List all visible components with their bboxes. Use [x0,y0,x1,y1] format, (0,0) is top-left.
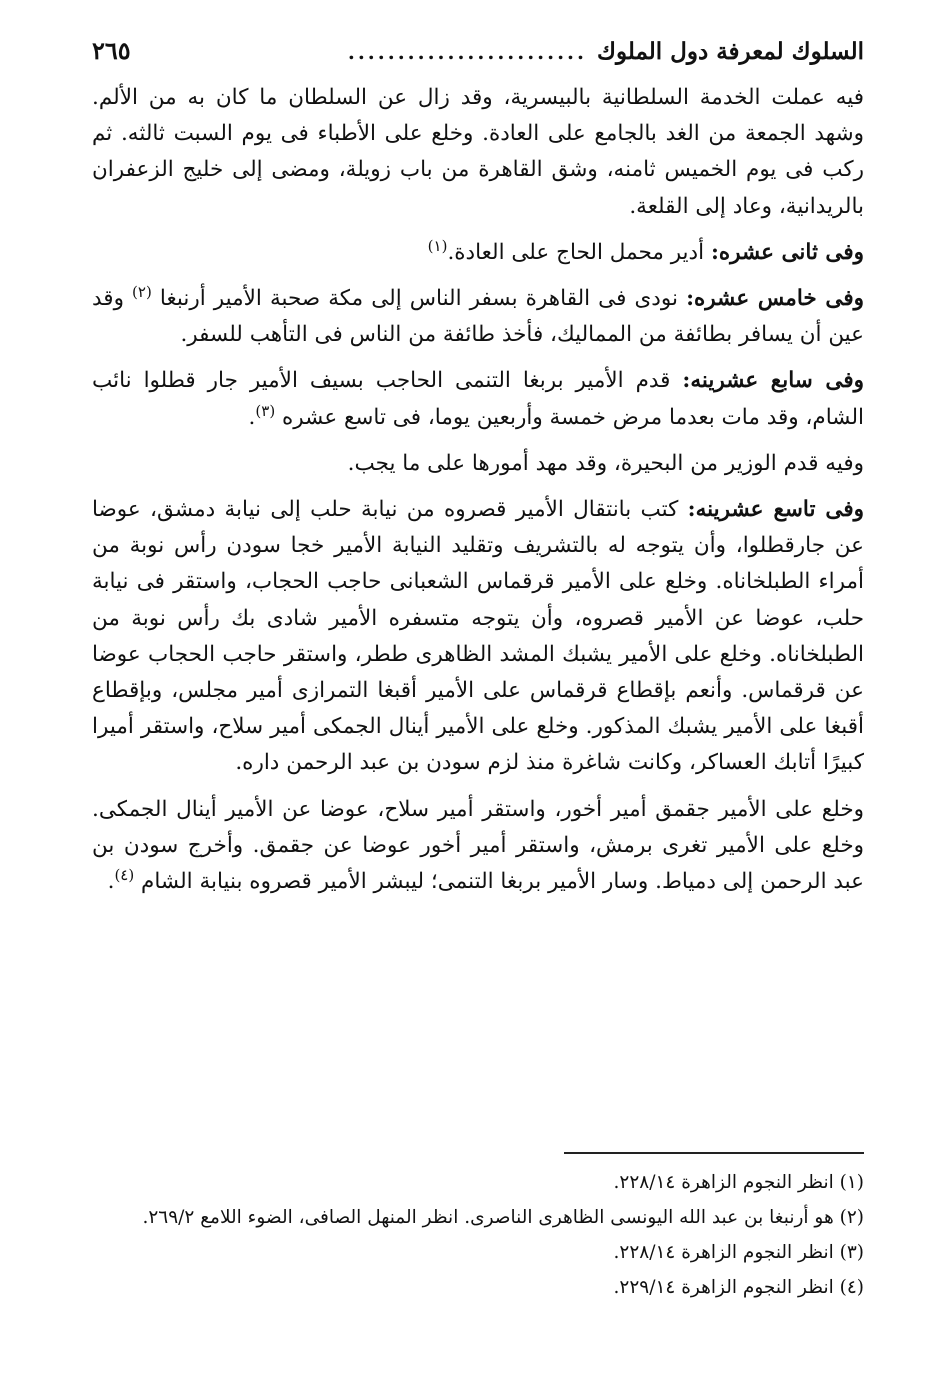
paragraph-text: أدير محمل الحاج على العادة. [447,239,711,265]
page-number: ٢٦٥ [92,36,131,65]
date-lead: وفى سابع عشرينه: [682,368,864,394]
date-lead: وفى تاسع عشرينه: [687,497,864,523]
paragraph-text: وفيه قدم الوزير من البحيرة، وقد مهد أمورها على ما يجب. [347,450,864,476]
paragraph [92,80,864,225]
paragraph [92,235,864,271]
paragraph [92,792,864,901]
footnote: (٢) هو أرنبغا بن عبد الله اليونسى الظاهرى الناصرى. انظر المنهل الصافى، الضوء اللامع ٢٦٩/٢. [142,1207,864,1228]
footnotes [92,1166,864,1306]
paragraph-text: فيه عملت الخدمة السلطانية بالبيسرية، وقد زال عن السلطان ما كان به من الألم. وشهد الجمعة من الغد بالجامع على العادة. وخلع على الأطباء فى يوم السبت ثالثه. ثم ركب فى يوم الخميس ثامنه، وشق القاهرة من باب زويلة، ومضى إلى خليج الزعفران بالريدانية، وعاد إلى القلعة. [92,85,864,219]
footnote-ref[interactable]: (١) [427,236,448,255]
footnote: (٣) انظر النجوم الزاهرة ٢٢٨/١٤. [613,1242,864,1263]
footnote-divider [564,1152,864,1154]
paragraph-tail: . [248,404,256,430]
paragraph [92,492,864,782]
footnote-ref[interactable]: (٣) [255,401,276,420]
paragraph-tail: . [107,869,115,895]
paragraph-text: نودى فى القاهرة بسفر الناس إلى مكة صحبة الأمير أرنبغا [151,286,687,312]
date-lead: وفى ثانى عشره: [710,239,864,265]
main-text [92,80,864,900]
paragraph-tail: وقد عين أن يسافر بطائفة من المماليك، فأخذ طائفة من الناس فى التأهب للسفر. [92,286,864,348]
book-title: السلوك لمعرفة دول الملوك [596,38,864,65]
paragraph [92,363,864,435]
paragraph [92,446,864,482]
footnote: (١) انظر النجوم الزاهرة ٢٢٨/١٤. [613,1172,864,1193]
book-page [92,36,864,1356]
footnote: (٤) انظر النجوم الزاهرة ٢٢٩/١٤. [613,1277,864,1298]
leader-dots: ........................ [347,40,587,64]
footnote-ref[interactable]: (٢) [132,282,152,301]
paragraph-text: كتب بانتقال الأمير قصروه من نيابة حلب إلى نيابة دمشق، عوضا عن جارقطلوا، وأن يتوجه له بالتشريف وتقليد النيابة الأمير خجا سودن رأس نوبة من أمراء الطبلخاناه. وخلع على الأمير قرقماس الشعبانى حاجب الحجاب، واستقر فى نيابة حلب، عوضا عن الأمير قصروه، وأن يتوجه متسفره الأمير شادى بك رأس نوبة من الطبلخاناه. وخلع على الأمير يشبك المشد الظاهرى ططر، واستقر حاجب الحجاب عوضا عن قرقماس. وأنعم بإقطاع قرقماس على الأمير أقبغا التمرازى أمير مجلس، وبإقطاع أقبغا على الأمير يشبك المذكور. وخلع على الأمير أينال الجمكى أمير سلاح، واستقر أميرا كبيرًا أتابك العساكر، وكانت شاغرة منذ لزم سودن بن عبد الرحمن داره. [92,497,864,776]
footnote-ref[interactable]: (٤) [114,865,135,884]
running-header [92,36,864,74]
paragraph-text: قدم الأمير بربغا التنمى الحاجب بسيف الأمير جار قطلوا نائب الشام، وقد مات بعدما مرض خمسة وأربعين يوما، فى تاسع عشره [92,368,864,430]
paragraph [92,281,864,353]
date-lead: وفى خامس عشره: [686,286,864,312]
paragraph-text: وخلع على الأمير جقمق أمير أخور، واستقر أمير سلاح، عوضا عن الأمير أينال الجمكى. وخلع على الأمير تغرى برمش، واستقر أمير أخور عوضا عن جقمق. وأخرج سودن بن عبد الرحمن إلى دمياط. وسار الأمير بربغا التنمى؛ ليبشر الأمير قصروه بنيابة الشام [92,796,864,895]
